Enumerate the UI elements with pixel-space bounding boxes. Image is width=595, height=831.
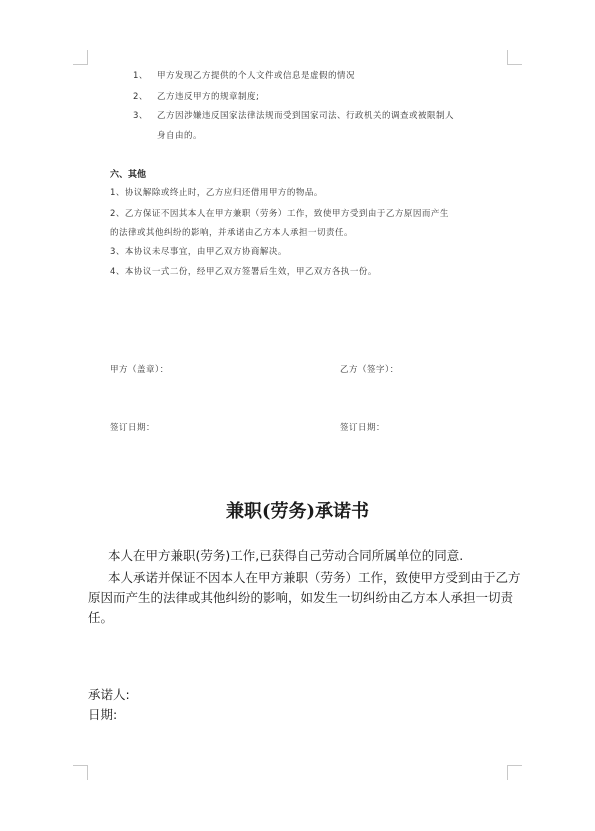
party-b-signature-label: 乙方（签字）： — [340, 365, 399, 375]
commitment-paragraph: 本人承诺并保证不因本人在甲方兼职（劳务）工作，致使甲方受到由于乙方 — [108, 570, 521, 585]
clause-text: 甲方发现乙方提供的个人文件或信息是虚假的情况 — [157, 71, 356, 81]
section-item: 1、协议解除或终止时，乙方应归还借用甲方的物品。 — [110, 188, 323, 198]
commitment-title: 兼职(劳务)承诺书 — [225, 501, 370, 522]
promisor-label: 承诺人: — [88, 687, 130, 702]
commitment-paragraph-continued: 原因而产生的法律或其他纠纷的影响，如发生一切纠纷由乙方本人承担一切责 — [88, 590, 514, 605]
date-label: 日期: — [88, 707, 118, 722]
clause-number: 3、 — [133, 111, 148, 121]
section-item: 3、本协议未尽事宜，由甲乙双方协商解决。 — [110, 247, 287, 257]
party-a-date-label: 签订日期： — [110, 423, 156, 433]
commitment-paragraph: 本人在甲方兼职(劳务)工作,已获得自己劳动合同所属单位的同意. — [108, 548, 464, 563]
clause-number: 1、 — [133, 71, 148, 81]
clause-number: 2、 — [133, 92, 148, 102]
section-item-continued: 的法律或其他纠纷的影响，并承诺由乙方本人承担一切责任。 — [110, 228, 354, 238]
crop-mark-top-right — [507, 50, 522, 65]
commitment-paragraph-continued: 任。 — [88, 610, 114, 625]
section-item: 4、本协议一式二份，经甲乙双方签署后生效，甲乙双方各执一份。 — [110, 267, 377, 277]
clause-text-continued: 身自由的。 — [157, 131, 203, 141]
crop-mark-bottom-right — [507, 765, 522, 780]
crop-mark-bottom-left — [73, 765, 88, 780]
party-b-date-label: 签订日期： — [340, 423, 386, 433]
party-a-seal-label: 甲方（盖章）： — [110, 365, 169, 375]
section-item: 2、乙方保证不因其本人在甲方兼职（劳务）工作，致使甲方受到由于乙方原因而产生 — [110, 209, 449, 219]
clause-text: 乙方因涉嫌违反国家法律法规而受到国家司法、行政机关的调查或被限制人 — [157, 111, 455, 121]
crop-mark-top-left — [73, 50, 88, 65]
section-heading: 六、其他 — [110, 170, 147, 180]
clause-text: 乙方违反甲方的规章制度; — [157, 92, 260, 102]
